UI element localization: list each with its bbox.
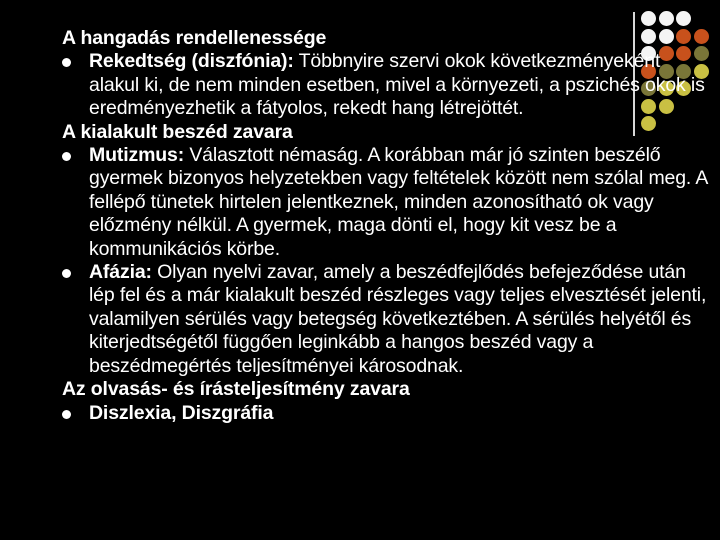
- section-heading-hangadas: A hangadás rendellenessége: [62, 27, 327, 49]
- term-mutizmus: Mutizmus:: [89, 144, 185, 167]
- dot-r0-c0: [641, 11, 656, 26]
- term-rekedtseg: Rekedtség (diszfónia):: [89, 50, 294, 73]
- list-item-mutizmus: [62, 144, 710, 261]
- section-heading-olvasas-iras: Az olvasás- és írásteljesítmény zavara: [62, 378, 410, 401]
- dot-r0-c2: [676, 11, 691, 26]
- dot-r0-c1: [659, 11, 674, 26]
- bullet-dot: [62, 152, 71, 161]
- list-item-rekedtseg: [62, 50, 710, 120]
- term-diszlexia: Diszlexia, Diszgráfia: [89, 401, 274, 424]
- list-item-afazia: [62, 261, 710, 378]
- bullet-dot: [62, 269, 71, 278]
- definition-afazia: Olyan nyelvi zavar, amely a beszédfejlődés befejeződése után lép fel és a már kialakult beszéd részleges vagy teljes elvesztését jelenti, valamilyen sérülés vagy betegség következtében. A sérülés helyétől és kiterjedtségétől függően leginkább a hangos beszéd vagy a beszédmegértés teljesítményei károsodnak.: [89, 261, 707, 377]
- slide-body: [62, 27, 710, 425]
- section-heading-beszed-zavara: A kialakult beszéd zavara: [62, 120, 293, 143]
- term-afazia: Afázia:: [89, 261, 152, 284]
- definition-rekedtseg: Többnyire szervi okok következményeként alakul ki, de nem minden esetben, mivel a környezeti, a pszichés okok is eredményezhetik a fátyolos, rekedt hang létrejöttét.: [89, 50, 705, 120]
- bullet-dot: [62, 410, 71, 419]
- bullet-dot: [62, 58, 71, 67]
- definition-mutizmus: Választott némaság. A korábban már jó szinten beszélő gyermek bizonyos helyzetekben vagy feltételek között nem szólal meg. A fellépő tünetek hirtelen jelentkeznek, minden azonosítható ok vagy előzmény nélkül. A gyermek, maga dönti el, hogy kit vesz be a kommunikációs körbe.: [89, 144, 708, 260]
- list-item-diszlexia: [62, 402, 710, 425]
